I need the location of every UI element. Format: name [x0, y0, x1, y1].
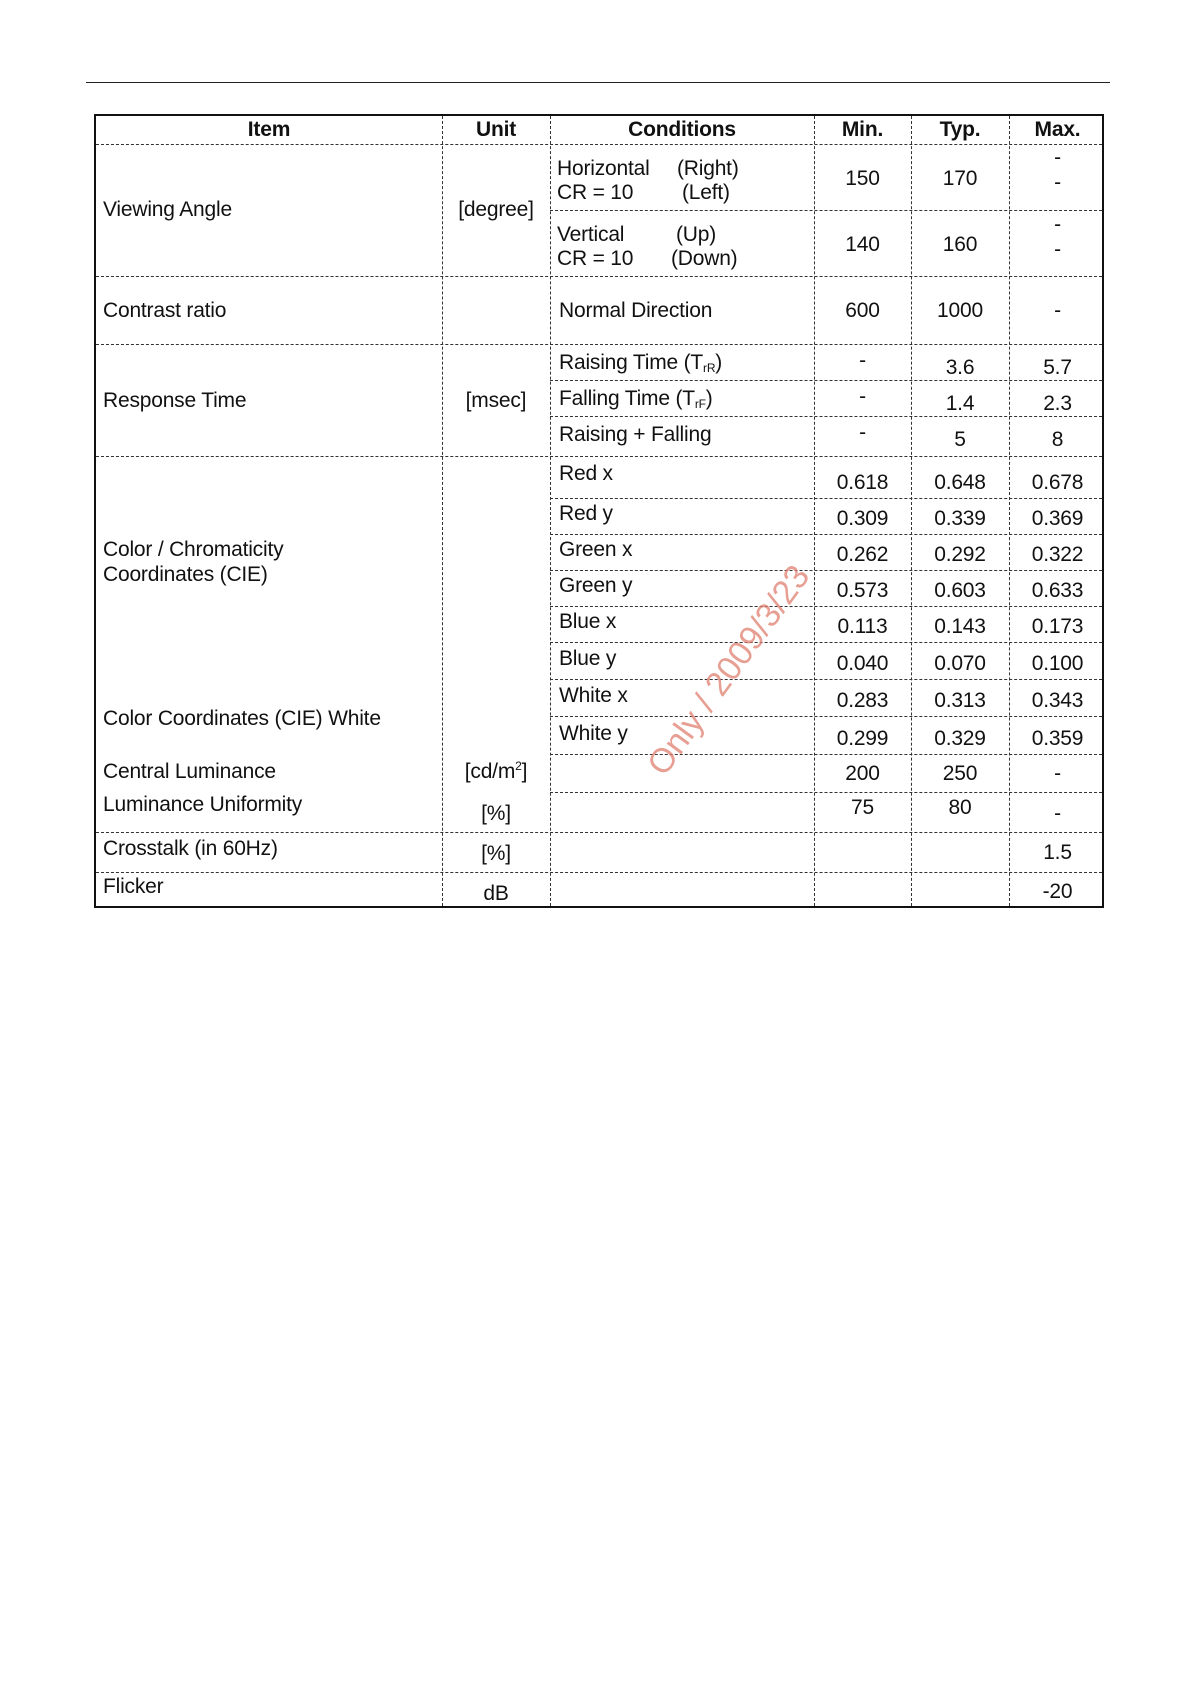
contrast-max: -: [1054, 299, 1061, 322]
color-row-max: 0.173: [1031, 615, 1084, 638]
sub-row-divider: [550, 498, 1102, 499]
viewing-angle-item: Viewing Angle: [103, 198, 232, 221]
color-row-condition: Red y: [559, 502, 613, 525]
white-item: Color Coordinates (CIE) White: [103, 707, 381, 730]
sub-row-divider: [550, 716, 1102, 717]
response-row-min: -: [859, 421, 866, 444]
vertical-dir-down: (Down): [671, 247, 738, 270]
vertical-label: Vertical: [557, 223, 625, 246]
color-row-min: 0.309: [836, 507, 889, 530]
col-divider-conditions: [550, 116, 551, 906]
response-row-max: 2.3: [1043, 392, 1072, 415]
contrast-condition: Normal Direction: [559, 299, 713, 322]
luminance-unit: $[cd/m^2]$: [464, 759, 528, 783]
crosstalk-item: Crosstalk (in 60Hz): [103, 837, 278, 860]
contrast-min: 600: [845, 299, 880, 322]
color-row-typ: 0.292: [934, 543, 986, 566]
luminance-min: 200: [845, 762, 880, 785]
color-row-condition: Blue x: [559, 610, 617, 633]
sub-row-divider: [550, 792, 1102, 793]
sub-row-divider: [550, 679, 1102, 680]
color-row-condition: Green x: [559, 538, 633, 561]
color-row-condition: Red x: [559, 462, 613, 485]
uniformity-item: Luminance Uniformity: [103, 793, 303, 816]
optical-spec-table: [94, 114, 1104, 908]
horizontal-typ: 170: [942, 167, 978, 190]
color-row-condition: White x: [559, 684, 628, 707]
color-row-min: 0.113: [837, 615, 888, 638]
color-row-typ: 0.313: [934, 689, 986, 712]
color-row-max: 0.369: [1031, 507, 1084, 530]
header-typ: Typ.: [939, 118, 981, 141]
horizontal-dir-right: (Right): [677, 157, 739, 180]
sub-row-divider: [550, 570, 1102, 571]
flicker-item: Flicker: [103, 875, 164, 898]
uniformity-unit: [%]: [481, 802, 511, 825]
header-item: Item: [247, 118, 291, 141]
color-row-min: 0.283: [836, 689, 889, 712]
color-row-min: 0.299: [836, 727, 889, 750]
sub-row-divider: [550, 380, 1102, 381]
response-row-typ: 3.6: [945, 356, 975, 379]
color-item-line2: Coordinates (CIE): [103, 563, 268, 586]
sub-row-divider: [550, 210, 1102, 211]
uniformity-typ: 80: [948, 796, 972, 819]
response-row-typ: 5: [954, 428, 966, 451]
color-row-max: 0.322: [1031, 543, 1084, 566]
top-rule: [86, 82, 1110, 83]
header-divider: [96, 144, 1102, 145]
response-row-min: -: [859, 349, 866, 372]
row-divider: [96, 872, 1102, 873]
color-row-typ: 0.603: [934, 579, 986, 602]
color-item-line1: Color / Chromaticity: [103, 538, 284, 561]
color-row-typ: 0.329: [934, 727, 986, 750]
color-row-condition: Green y: [559, 574, 633, 597]
response-row-typ: 1.4: [945, 392, 975, 415]
contrast-typ: 1000: [937, 299, 983, 322]
row-divider: [96, 276, 1102, 277]
horizontal-cr: CR = 10: [557, 181, 634, 204]
flicker-unit: dB: [483, 882, 509, 905]
horizontal-max-1: -: [1054, 146, 1061, 169]
horizontal-dir-left: (Left): [682, 181, 730, 204]
vertical-max-2: -: [1054, 238, 1061, 261]
response-row-max: 8: [1051, 428, 1064, 451]
vertical-min: 140: [845, 233, 880, 256]
horizontal-max-2: -: [1054, 171, 1061, 194]
row-divider: [96, 832, 1102, 833]
vertical-typ: 160: [942, 233, 978, 256]
color-row-max: 0.678: [1031, 471, 1084, 494]
row-divider: [96, 344, 1102, 345]
color-row-max: 0.359: [1031, 727, 1084, 750]
flicker-max: -20: [1042, 880, 1073, 903]
color-row-typ: 0.070: [934, 652, 986, 675]
crosstalk-unit: [%]: [481, 842, 511, 865]
response-unit: [msec]: [465, 389, 527, 412]
color-row-min: 0.573: [836, 579, 889, 602]
contrast-item: Contrast ratio: [103, 299, 227, 322]
color-row-max: 0.633: [1031, 579, 1084, 602]
uniformity-min: 75: [851, 796, 874, 819]
header-unit: Unit: [475, 118, 517, 141]
color-row-condition: White y: [559, 722, 628, 745]
response-row-condition: Raising Time $(T_{rR})$: [559, 351, 723, 375]
color-row-typ: 0.143: [934, 615, 986, 638]
watermark: Only / 2009/3/23: [640, 558, 818, 783]
color-row-condition: Blue y: [559, 647, 617, 670]
sub-row-divider: [550, 534, 1102, 535]
viewing-angle-unit: [degree]: [458, 198, 534, 221]
response-row-max: 5.7: [1043, 356, 1072, 379]
vertical-max-1: -: [1054, 213, 1061, 236]
header-min: Min.: [841, 118, 884, 141]
response-row-min: -: [859, 385, 866, 408]
color-row-min: 0.040: [836, 652, 889, 675]
sub-row-divider: [550, 606, 1102, 607]
row-divider: [96, 456, 1102, 457]
sub-row-divider: [550, 416, 1102, 417]
luminance-max: -: [1054, 762, 1061, 785]
luminance-item: Central Luminance: [103, 760, 276, 783]
sub-row-divider: [550, 642, 1102, 643]
color-row-min: 0.618: [836, 471, 889, 494]
header-conditions: Conditions: [628, 118, 736, 141]
vertical-cr: CR = 10: [557, 247, 634, 270]
response-item: Response Time: [103, 389, 247, 412]
color-row-typ: 0.339: [934, 507, 986, 530]
color-row-min: 0.262: [836, 543, 889, 566]
crosstalk-max: 1.5: [1043, 841, 1072, 864]
horizontal-min: 150: [845, 167, 880, 190]
sub-row-divider: [550, 754, 1102, 755]
col-divider-unit: [442, 116, 443, 906]
response-row-condition: Raising + Falling: [559, 423, 712, 446]
color-row-max: 0.100: [1031, 652, 1084, 675]
response-row-condition: Falling Time $(T_{rF})$: [559, 387, 713, 411]
vertical-dir-up: (Up): [676, 223, 717, 246]
header-max: Max.: [1034, 118, 1081, 141]
color-row-max: 0.343: [1031, 689, 1084, 712]
color-row-typ: 0.648: [934, 471, 986, 494]
luminance-typ: 250: [942, 762, 978, 785]
horizontal-label: Horizontal: [557, 157, 650, 180]
uniformity-max: -: [1054, 802, 1061, 825]
